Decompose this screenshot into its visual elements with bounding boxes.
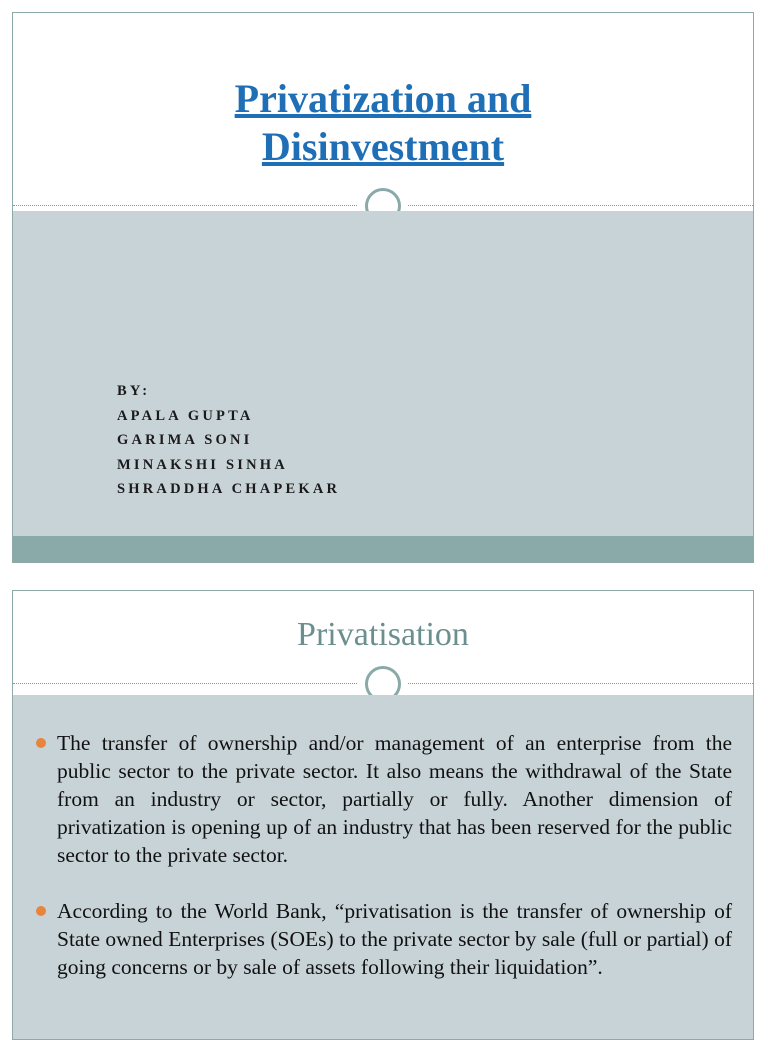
- bullet-dot-icon: [36, 906, 46, 916]
- presentation-title: [13, 75, 753, 171]
- title-line-2: Disinvestment: [261, 124, 505, 169]
- bullet-list: [13, 729, 753, 981]
- footer-band: [13, 536, 753, 562]
- slide-title: Privatisation: [297, 616, 469, 653]
- authors-heading: BY:: [117, 383, 151, 399]
- bullet-text: The transfer of ownership and/or management of an enterprise from the public sector to the private sector. It also means the withdrawal of the State from an industry or sector, partially or fully. Another dimension of privatization is opening up of an industry that has been reserved for the public sector to the private sector.: [57, 731, 732, 867]
- author-name: GARIMA SONI: [117, 432, 253, 448]
- bullet-text: According to the World Bank, “privatisation is the transfer of ownership of State owned Enterprises (SOEs) to the private sector by sale (full or partial) of going concerns or by sale of assets following their liquidation”.: [57, 899, 732, 979]
- bullet-item: [57, 729, 732, 869]
- author-name: MINAKSHI SINHA: [117, 456, 288, 473]
- author-list: [117, 379, 340, 502]
- author-name: APALA GUPTA: [117, 407, 254, 424]
- bullet-item: [57, 897, 732, 981]
- content-slide: [12, 590, 754, 1040]
- slide-body: [13, 211, 753, 536]
- title-slide: [12, 12, 754, 563]
- title-line-1: Privatization and: [234, 76, 532, 121]
- slide-header: [13, 13, 753, 206]
- bullet-dot-icon: [36, 738, 46, 748]
- author-name: SHRADDHA CHAPEKAR: [117, 481, 341, 497]
